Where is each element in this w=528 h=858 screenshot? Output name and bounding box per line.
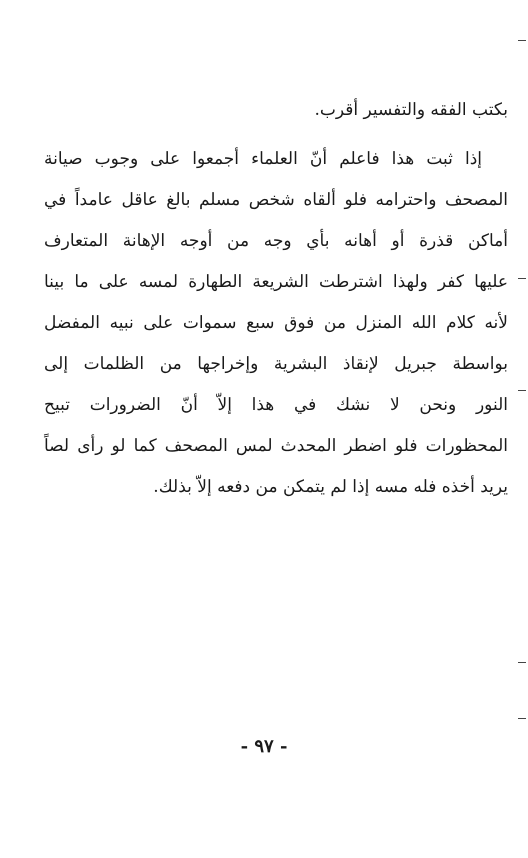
- body-text: [44, 90, 508, 508]
- text-line: لأنه كلام الله المنزل من فوق سبع سموات على نبيه المفضل: [44, 313, 508, 333]
- text-line: المصحف واحترامه فلو ألقاه شخص مسلم بالغ عاقل عامداً في: [44, 190, 508, 210]
- page-edge-mark: [518, 718, 526, 719]
- page-edge-mark: [518, 662, 526, 663]
- text-line: بكتب الفقه والتفسير أقرب.: [314, 100, 508, 120]
- page-edge-mark: [518, 40, 526, 41]
- page-number: - ٩٧ -: [240, 736, 288, 757]
- text-line: النور ونحن لا نشك في هذا إلاّ أنّ الضرورات تبيح: [44, 395, 508, 415]
- text-line: المحظورات فلو اضطر المحدث لمس المصحف كما لو رأى لصاً: [44, 436, 508, 456]
- text-line: إذا ثبت هذا فاعلم أنّ العلماء أجمعوا على وجوب صيانة: [44, 149, 482, 169]
- text-line: أماكن قذرة أو أهانه بأي وجه من أوجه الإهانة المتعارف: [44, 231, 508, 251]
- page-edge-mark: [518, 278, 526, 279]
- text-line: بواسطة جبريل لإنقاذ البشرية وإخراجها من الظلمات إلى: [44, 354, 508, 374]
- page-edge-mark: [518, 390, 526, 391]
- text-line: يريد أخذه فله مسه إذا لم يتمكن من دفعه إلاّ بذلك.: [153, 477, 508, 497]
- text-line: عليها كفر ولهذا اشترطت الشريعة الطهارة لمسه على ما بينا: [44, 272, 508, 292]
